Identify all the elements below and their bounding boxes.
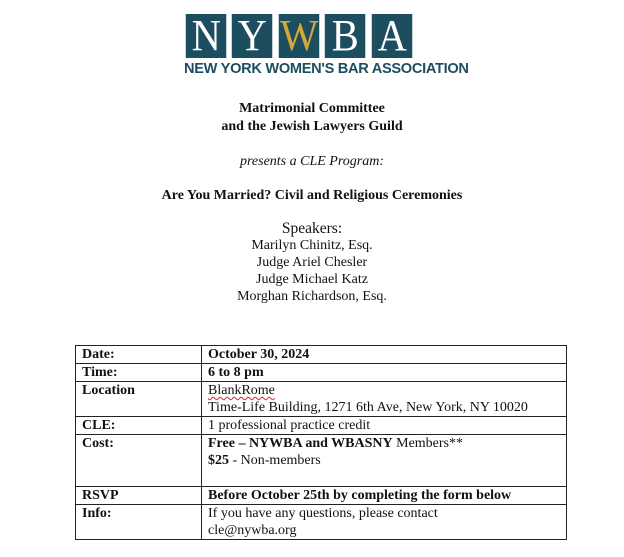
location-venue: BlankRome [208,383,275,398]
rsvp-value: Before October 25th by completing the form below [202,487,567,505]
guild-line: and the Jewish Lawyers Guild [221,119,403,134]
time-row [76,364,567,382]
logo-letter-n: N [186,14,227,58]
cle-value: 1 professional practice credit [202,417,567,435]
program-title: Are You Married? Civil and Religious Ceremonies [161,188,463,203]
event-details-table [75,345,567,540]
cost-label: Cost: [76,435,202,487]
time-label: Time: [76,364,202,382]
rsvp-row [76,487,567,505]
cost-value [202,435,567,487]
cost-price: $25 [208,453,229,468]
info-label: Info: [76,505,202,540]
cost-nonmembers-text: - Non-members [229,453,321,468]
contact-email[interactable]: cle@nywba.org [208,523,297,538]
info-row [76,505,567,540]
rsvp-label: RSVP [76,487,202,505]
info-value [202,505,567,540]
committee-line: Matrimonial Committee [239,101,385,116]
speaker-name: Judge Michael Katz [256,272,368,287]
nywba-logo [184,11,469,77]
cost-members-text: Members** [392,436,464,451]
presents-line: presents a CLE Program: [239,154,385,169]
logo-letter-a: A [371,14,412,58]
logo-letter-b: B [325,14,366,58]
date-label: Date: [76,346,202,364]
speaker-name: Marilyn Chinitz, Esq. [251,238,373,253]
logo-letter-w: W [279,11,319,60]
location-value [202,382,567,417]
speaker-name: Morghan Richardson, Esq. [237,289,387,304]
speaker-name: Judge Ariel Chesler [256,255,368,270]
location-label: Location [76,382,202,417]
cle-row [76,417,567,435]
logo-letter-y: Y [232,14,273,58]
cost-free-text: Free – NYWBA and WBASNY [208,436,393,451]
time-value: 6 to 8 pm [202,364,567,382]
logo-subtitle: NEW YORK WOMEN'S BAR ASSOCIATION [184,61,469,77]
logo-letters [184,11,414,60]
location-row [76,382,567,417]
date-value: October 30, 2024 [202,346,567,364]
speakers-heading: Speakers: [281,220,343,237]
info-text: If you have any questions, please contact [208,506,438,521]
location-address: Time-Life Building, 1271 6th Ave, New York, NY 10020 [208,400,528,415]
date-row [76,346,567,364]
cost-row [76,435,567,487]
cle-label: CLE: [76,417,202,435]
